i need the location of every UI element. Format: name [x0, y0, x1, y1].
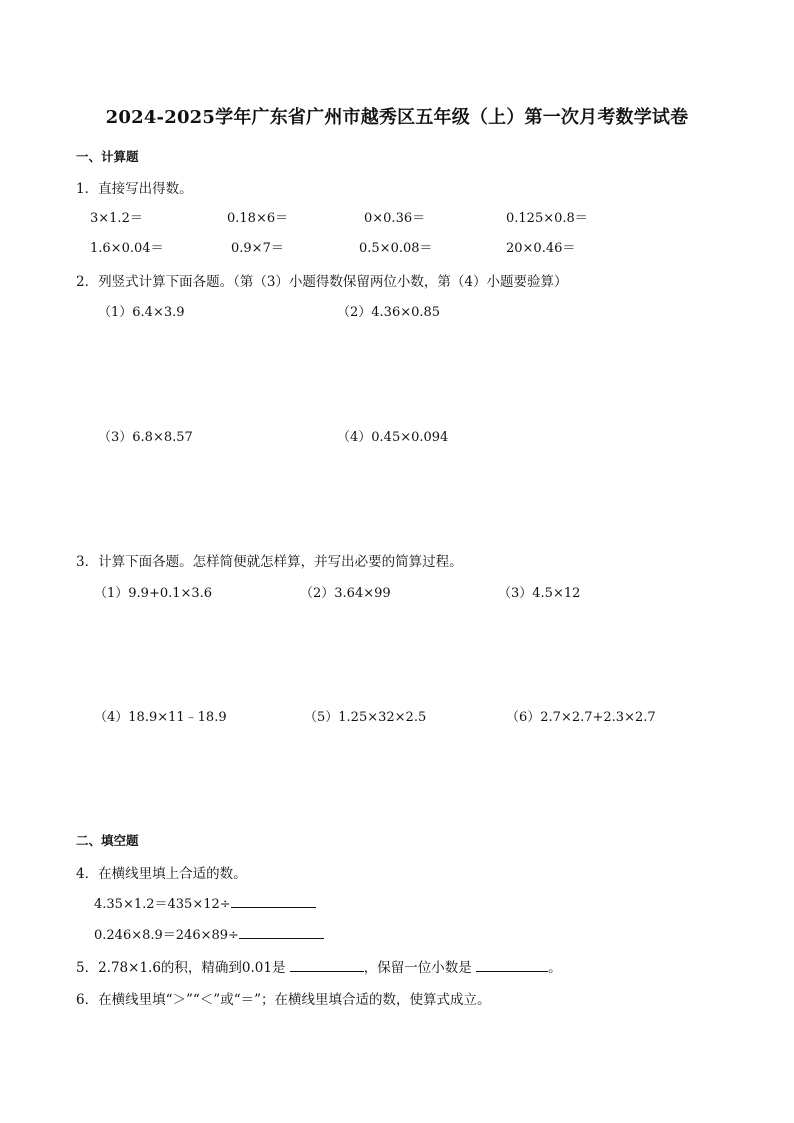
- q1-item-1: 3×1.2＝: [90, 211, 143, 226]
- q3-item-5: （5）1.25×32×2.5: [304, 710, 427, 725]
- q5-blank-2[interactable]: [476, 958, 548, 972]
- question-6-stem: 6．在横线里填“＞”“＜”或“＝”；在横线里填合适的数，使算式成立。: [76, 992, 491, 1008]
- q3-item-1: （1）9.9+0.1×3.6: [94, 586, 213, 601]
- q1-item-3: 0×0.36＝: [364, 211, 426, 226]
- q1-item-6: 0.9×7＝: [231, 241, 284, 256]
- q5-text-3: 。: [548, 960, 562, 976]
- q4-line-2: [94, 924, 324, 943]
- q2-item-2: （2）4.36×0.85: [337, 305, 441, 320]
- q5-blank-1[interactable]: [290, 958, 364, 972]
- q1-item-4: 0.125×0.8＝: [506, 211, 588, 226]
- q2-item-1: （1）6.4×3.9: [98, 305, 185, 320]
- q3-item-3: （3）4.5×12: [498, 586, 581, 601]
- question-5: [76, 956, 562, 976]
- q5-text-1: 5．2.78×1.6的积，精确到0.01是: [76, 960, 286, 976]
- q4-blank-2[interactable]: [239, 925, 324, 939]
- q4-blank-1[interactable]: [231, 894, 316, 908]
- question-3-stem: 3．计算下面各题。怎样简便就怎样算，并写出必要的简算过程。: [76, 554, 463, 570]
- q1-item-5: 1.6×0.04＝: [90, 241, 164, 256]
- section-heading-fill-in: 二、填空题: [76, 833, 139, 848]
- exam-title: 2024-2025学年广东省广州市越秀区五年级（上）第一次月考数学试卷: [105, 107, 689, 128]
- question-4-stem: 4．在横线里填上合适的数。: [76, 866, 247, 882]
- q3-item-6: （6）2.7×2.7+2.3×2.7: [506, 710, 656, 725]
- q4-line-1-text: 4.35×1.2＝435×12÷: [94, 897, 231, 912]
- q2-item-3: （3）6.8×8.57: [98, 430, 193, 445]
- section-heading-calculation: 一、计算题: [76, 149, 139, 164]
- q2-item-4: （4）0.45×0.094: [337, 430, 449, 445]
- q3-item-2: （2）3.64×99: [300, 586, 391, 601]
- q3-item-4: （4）18.9×11﹣18.9: [94, 710, 227, 725]
- q4-line-1: [94, 893, 316, 912]
- question-2-stem: 2．列竖式计算下面各题。（第（3）小题得数保留两位小数，第（4）小题要验算）: [76, 274, 568, 290]
- q1-item-8: 20×0.46＝: [506, 241, 576, 256]
- q1-item-2: 0.18×6＝: [227, 211, 289, 226]
- q4-line-2-text: 0.246×8.9＝246×89÷: [94, 928, 239, 943]
- question-1-stem: 1．直接写出得数。: [76, 181, 193, 197]
- q1-item-7: 0.5×0.08＝: [359, 241, 433, 256]
- q5-text-2: ，保留一位小数是: [363, 960, 472, 976]
